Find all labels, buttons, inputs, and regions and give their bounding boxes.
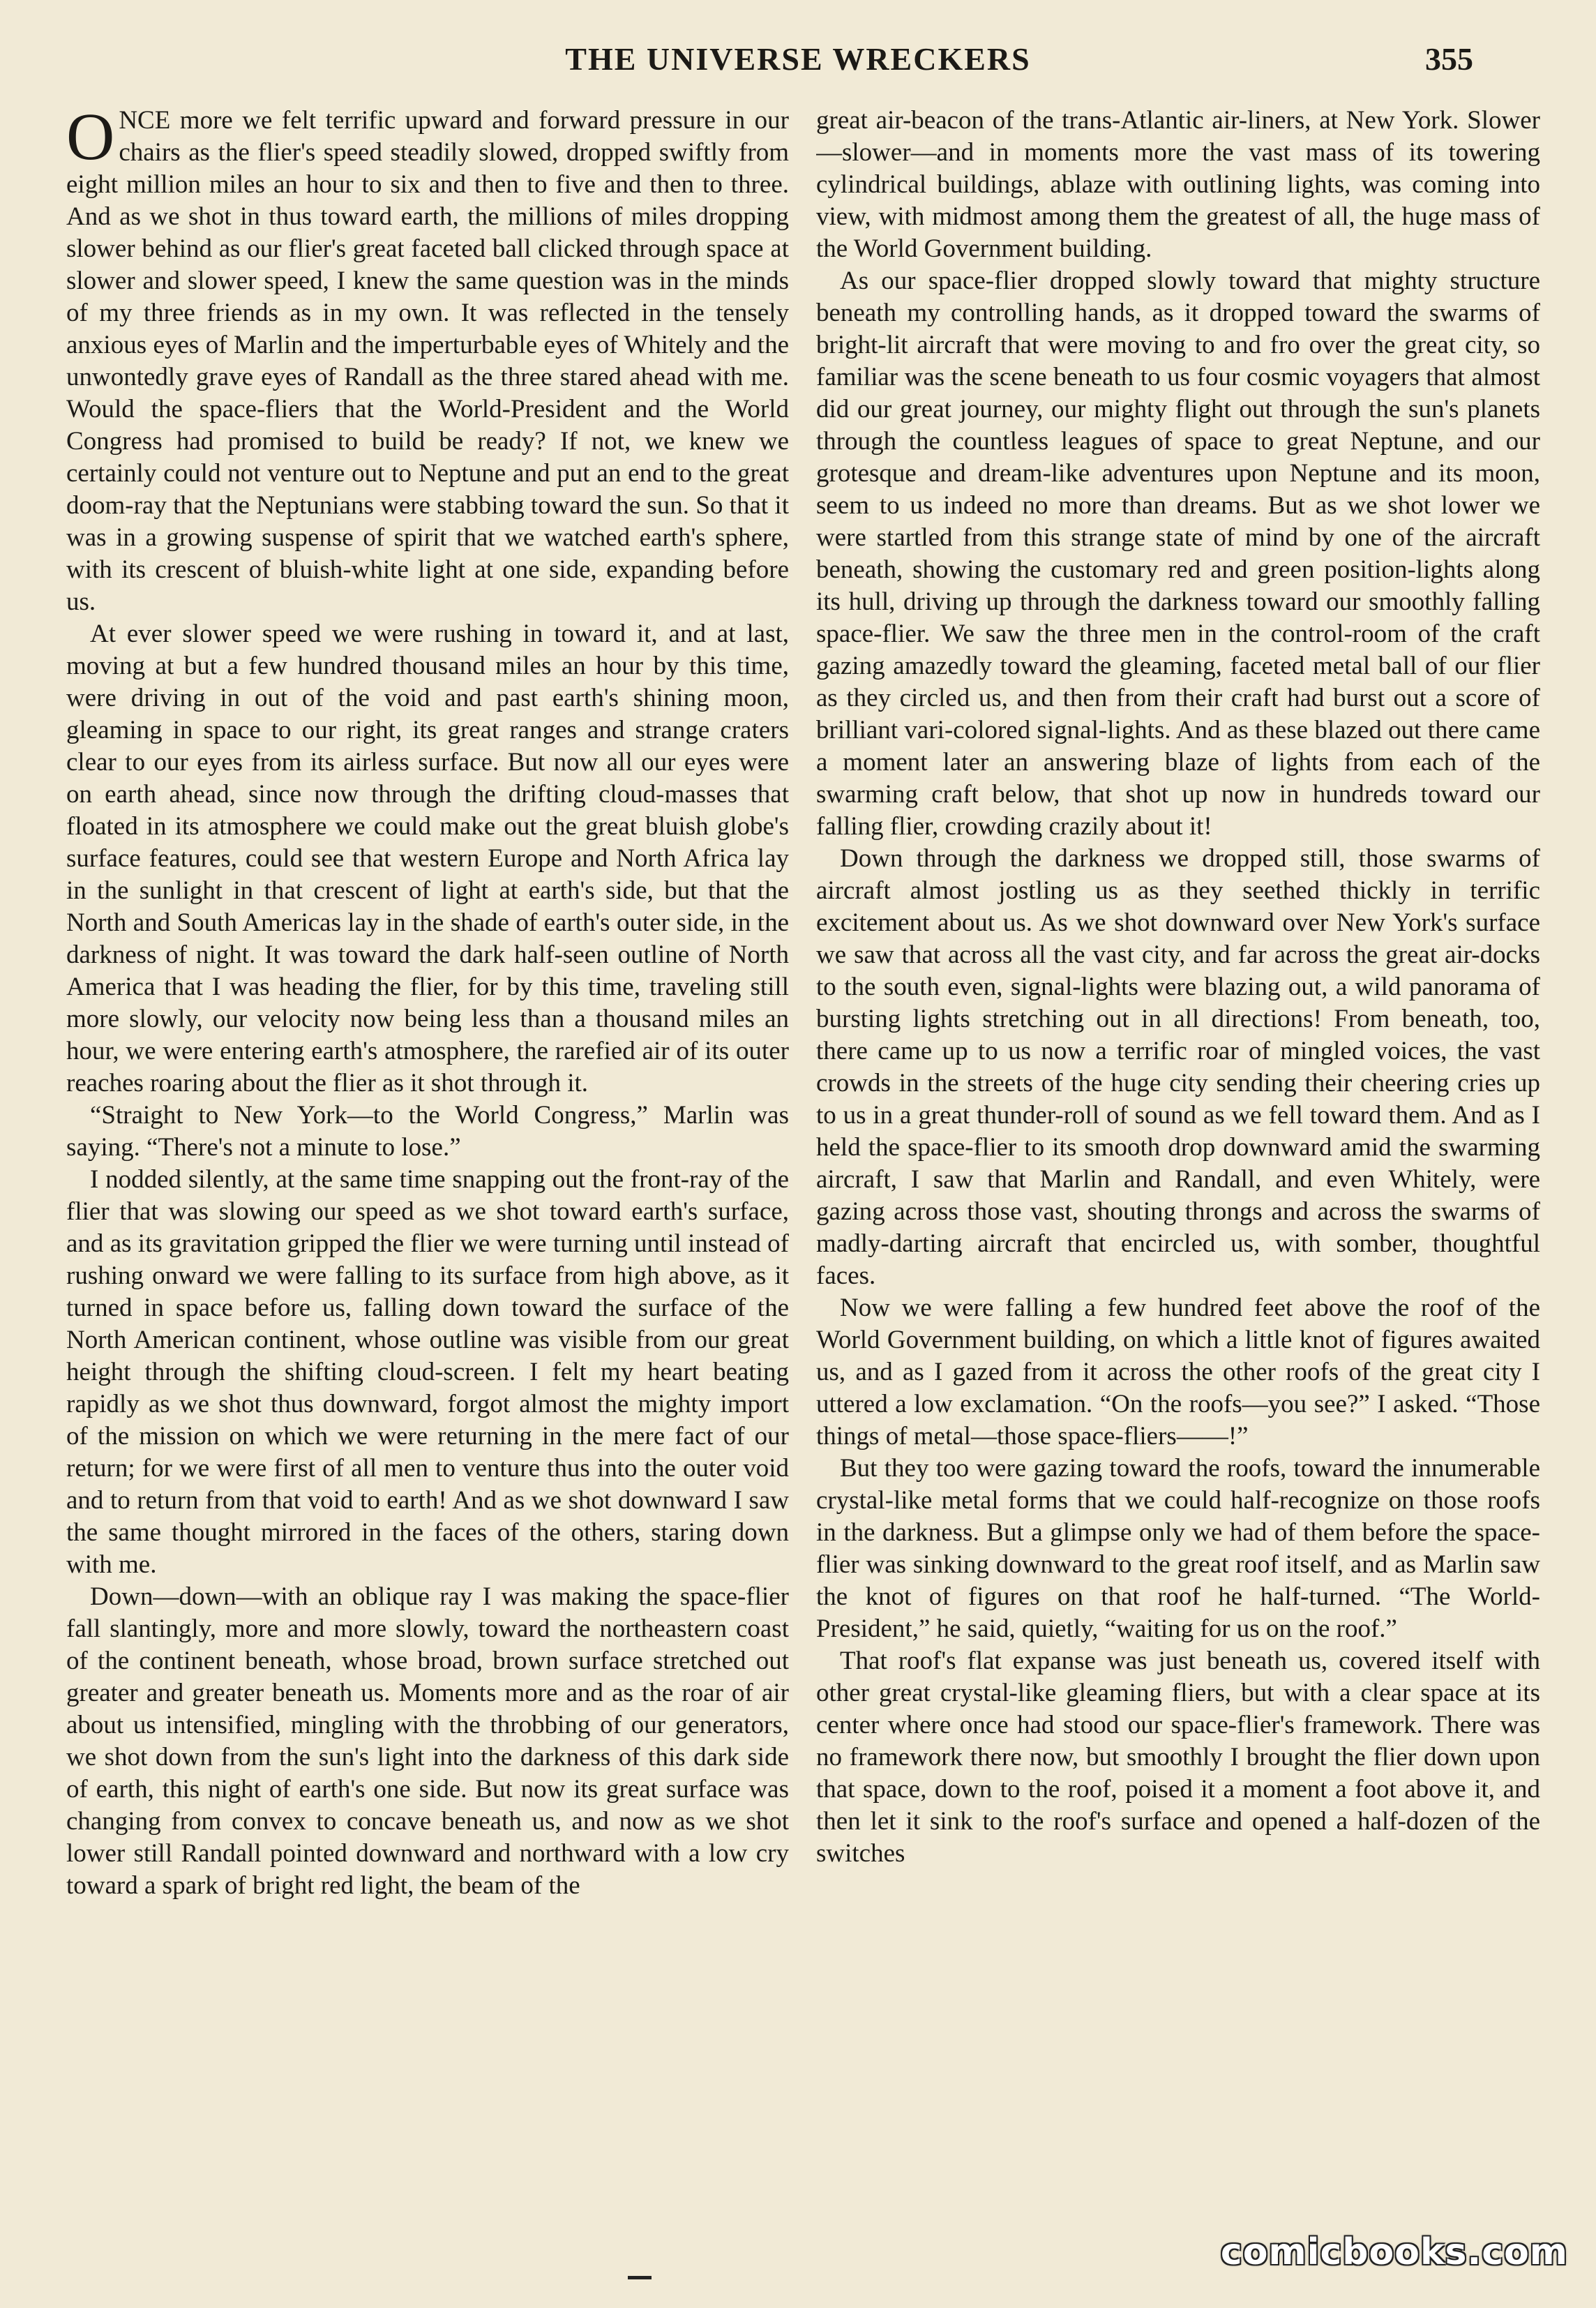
page-header <box>63 36 1533 92</box>
paragraph: I nodded silently, at the same time snapping out the front-ray of the flier that was slowing our speed as we shot toward earth's surface, and as its gravitation gripped the flier we were turning until instead of rushing onward we were falling to its surface from high above, as it turned in space before us, falling down toward the surface of the North American continent, whose outline was visible from our great height through the shifting cloud-screen. I felt my heart beating rapidly as we shot thus downward, forgot almost the mighty import of the mission on which we were returning in the mere fact of our return; for we were first of all men to venture thus into the outer void and to return from that void to earth! And as we shot downward I saw the same thought mirrored in the faces of the others, staring down with me. <box>66 1165 789 1579</box>
paragraph: That roof's flat expanse was just beneath us, covered itself with other great crystal-like gleaming fliers, but with a clear space at its center where once had stood our space-flier's framework. There was no framework there now, but smoothly I brought the flier down upon that space, down to the roof, poised it a moment a foot above it, and then let it sink to the roof's surface and opened a half-dozen of the switches <box>816 1647 1540 1868</box>
paragraph: great air-beacon of the trans-Atlantic air-liners, at New York. Slower—slower—and in moments more the vast mass of its towering cylindrical buildings, ablaze with outlining lights, was coming into view, with midmost among them the greatest of all, the huge mass of the World Government building. <box>816 106 1540 263</box>
paragraph: Down—down—with an oblique ray I was making the space-flier fall slantingly, more and more slowly, toward the northeastern coast of the continent beneath, whose broad, brown surface stretched out greater and greater beneath us. Moments more and as the roar of air about us intensified, mingling with the throbbing of our generators, we shot down from the sun's light into the darkness of this dark side of earth, this night of earth's one side. But now its great surface was changing from convex to concave beneath us, and now as we shot lower still Randall pointed downward and northward with a low cry toward a spark of bright red light, the beam of the <box>66 1582 789 1900</box>
running-title: THE UNIVERSE WRECKERS <box>565 41 1031 77</box>
watermark-logo: comicbooks.com <box>1220 2231 1568 2273</box>
paragraph: Now we were falling a few hundred feet above the roof of the World Government building, on which a little knot of figures awaited us, and as I gazed from it across the other roofs of the great city I uttered a low exclamation. “On the roofs—you see?” I asked. “Those things of metal—those space-fliers——!” <box>816 1294 1540 1451</box>
paragraph: At ever slower speed we were rushing in toward it, and at last, moving at but a few hundred thousand miles an hour by this time, were driving in out of the void and past earth's shining moon, gleaming in space to our right, its great ranges and strange craters clear to our eyes from its airless surface. But now all our eyes were on earth ahead, since now through the drifting cloud-masses that floated in its atmosphere we could make out the great bluish globe's surface features, could see that western Europe and North Africa lay in the sunlight in that crescent of light at earth's side, but that the North and South Americas lay in the shade of earth's outer side, in the darkness of night. It was toward the dark half-seen outline of North America that I was heading the flier, for by this time, traveling still more slowly, our velocity now being less than a thousand miles an hour, we were entering earth's atmosphere, the rarefied air of its outer reaches roaring about the flier as it shot through it. <box>66 620 789 1097</box>
left-column <box>66 105 789 2261</box>
paragraph-text: NCE more we felt terrific upward and forward pressure in our chairs as the flier's speed steadily slowed, dropped swiftly from eight million miles an hour to six and then to five and then to three. And as we shot in thus toward earth, the millions of miles dropping slower behind as our flier's great faceted ball clicked through space at slower and slower speed, I knew the same question was in the minds of my three friends as in my own. It was reflected in the tensely anxious eyes of Marlin and the imperturbable eyes of Whitely and the unwontedly grave eyes of Randall as the three stared ahead with me. Would the space-fliers that the World-President and the World Congress had promised to build be ready? If not, we knew we certainly could not venture out to Neptune and put an end to the great doom-ray that the Neptunians were stabbing toward the sun. So that it was in a growing suspense of spirit that we watched earth's sphere, with its crescent of bluish-white light at one side, expanding before us. <box>66 106 789 616</box>
right-column <box>816 105 1540 2261</box>
page-number: 355 <box>1425 41 1473 77</box>
footer-dash <box>628 2276 652 2279</box>
paragraph: But they too were gazing toward the roofs, toward the innumerable crystal-like metal forms that we could half-recognize on those roofs in the darkness. But a glimpse only we had of them before the space-flier was sinking downward to the great roof itself, and as Marlin saw the knot of figures on that roof he half-turned. “The World-President,” he said, quietly, “waiting for us on the roof.” <box>816 1454 1540 1643</box>
paragraph <box>66 105 789 618</box>
drop-cap: O <box>66 105 115 174</box>
paragraph: Down through the darkness we dropped still, those swarms of aircraft almost jostling us as they seethed thickly in terrific excitement about us. As we shot downward over New York's surface we saw that across all the vast city, and far across the great air-docks to the south even, signal-lights were blazing out, a wild panorama of bursting lights stretching out in all directions! From beneath, too, there came up to us now a terrific roar of mingled voices, the vast crowds in the streets of the huge city sending their cheering cries up to us in a great thunder-roll of sound as we fell toward them. And as I held the space-flier to its smooth drop downward amid the swarming aircraft, I saw that Marlin and Randall, and even Whitely, were gazing across those vast, shouting throngs and across the swarms of madly-darting aircraft that encircled us, with somber, thoughtful faces. <box>816 844 1540 1290</box>
paragraph: As our space-flier dropped slowly toward that mighty structure beneath my controlling hands, as it dropped toward the swarms of bright-lit aircraft that were moving to and fro over the great city, so familiar was the scene beneath to us four cosmic voyagers that almost did our great journey, our mighty flight out through the sun's planets through the countless leagues of space to great Neptune, and our grotesque and dream-like adventures upon Neptune and its moon, seem to us indeed no more than dreams. But as we shot lower we were startled from this strange state of mind by one of the aircraft beneath, showing the customary red and green position-lights along its hull, driving up through the darkness toward our smoothly falling space-flier. We saw the three men in the control-room of the craft gazing amazedly toward the gleaming, faceted metal ball of our flier as they circled us, and then from their craft had burst out a score of brilliant vari-colored signal-lights. And as these blazed out there came a moment later an answering blaze of lights from each of the swarming craft below, that shot up now in hundreds toward our falling flier, crowding crazily about it! <box>816 267 1540 841</box>
paragraph: “Straight to New York—to the World Congress,” Marlin was saying. “There's not a minute to lose.” <box>66 1101 789 1162</box>
